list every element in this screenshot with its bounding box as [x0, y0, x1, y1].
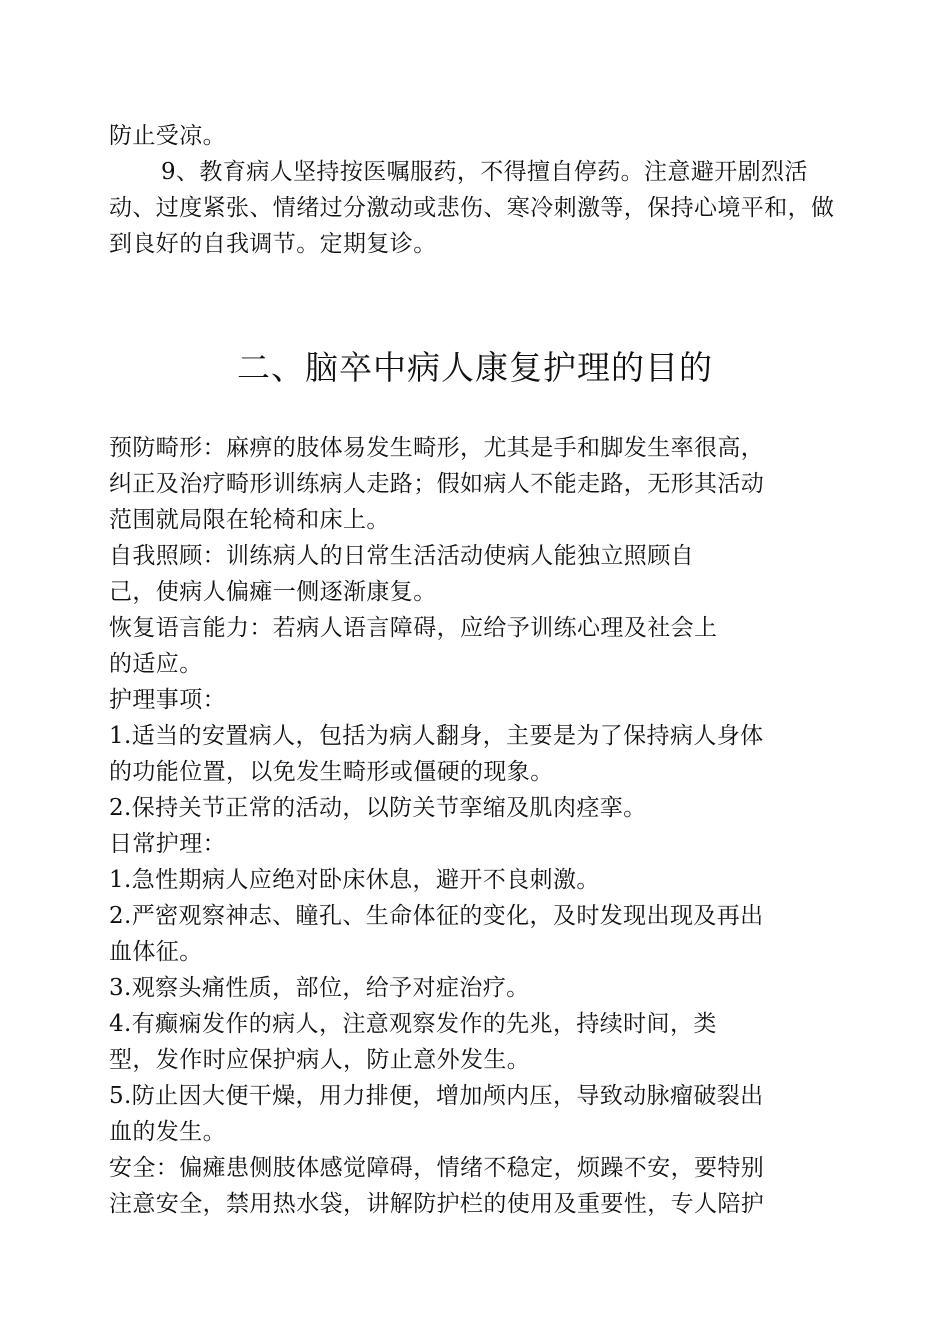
body-line: 纠正及治疗畸形训练病人走路；假如病人不能走路，无形其活动: [109, 471, 765, 497]
body-line: 范围就局限在轮椅和床上。: [109, 507, 390, 533]
body-line: 自我照顾：训练病人的日常生活活动使病人能独立照顾自: [109, 543, 694, 569]
section-heading: 二、脑卒中病人康复护理的目的: [237, 348, 713, 387]
body-line: 护理事项：: [109, 687, 226, 713]
body-line: 3.观察头痛性质，部位，给予对症治疗。: [109, 975, 530, 1001]
item-9-paragraph: 9、教育病人坚持按医嘱服药，不得擅自停药。注意避开剧烈活动、过度紧张、情绪过分激动或悲伤、寒冷刺激等，保持心境平和，做到良好的自我调节。定期复诊。: [109, 159, 835, 257]
body-line: 安全：偏瘫患侧肢体感觉障碍，情绪不稳定，烦躁不安，要特别: [109, 1155, 765, 1181]
body-line: 预防畸形：麻痹的肢体易发生畸形，尤其是手和脚发生率很高，: [109, 435, 765, 461]
body-line: 2.严密观察神志、瞳孔、生命体征的变化，及时发现出现及再出: [109, 903, 764, 929]
body-line: 注意安全，禁用热水袋，讲解防护栏的使用及重要性，专人陪护: [109, 1191, 765, 1217]
body-line: 2.保持关节正常的活动，以防关节挛缩及肌肉痉挛。: [109, 795, 647, 821]
body-line: 型，发作时应保护病人，防止意外发生。: [109, 1047, 531, 1073]
body-line: 1.急性期病人应绝对卧床休息，避开不良刺激。: [109, 867, 600, 893]
body-line: 恢复语言能力：若病人语言障碍，应给予训练心理及社会上: [109, 615, 718, 641]
body-line: 血体征。: [109, 939, 203, 965]
body-line: 日常护理：: [109, 831, 226, 857]
body-line: 5.防止因大便干燥，用力排便，增加颅内压，导致动脉瘤破裂出: [109, 1083, 764, 1109]
body-section: [109, 430, 844, 1222]
body-line: 的适应。: [109, 651, 203, 677]
body-line: 4.有癫痫发作的病人，注意观察发作的先兆，持续时间，类: [109, 1011, 717, 1037]
continued-paragraph-end: 防止受凉。: [109, 123, 226, 149]
body-line: 血的发生。: [109, 1119, 226, 1145]
body-line: 1.适当的安置病人，包括为病人翻身，主要是为了保持病人身体: [109, 723, 764, 749]
body-line: 己，使病人偏瘫一侧逐渐康复。: [109, 579, 437, 605]
body-line: 的功能位置，以免发生畸形或僵硬的现象。: [109, 759, 554, 785]
top-section: [109, 118, 844, 262]
